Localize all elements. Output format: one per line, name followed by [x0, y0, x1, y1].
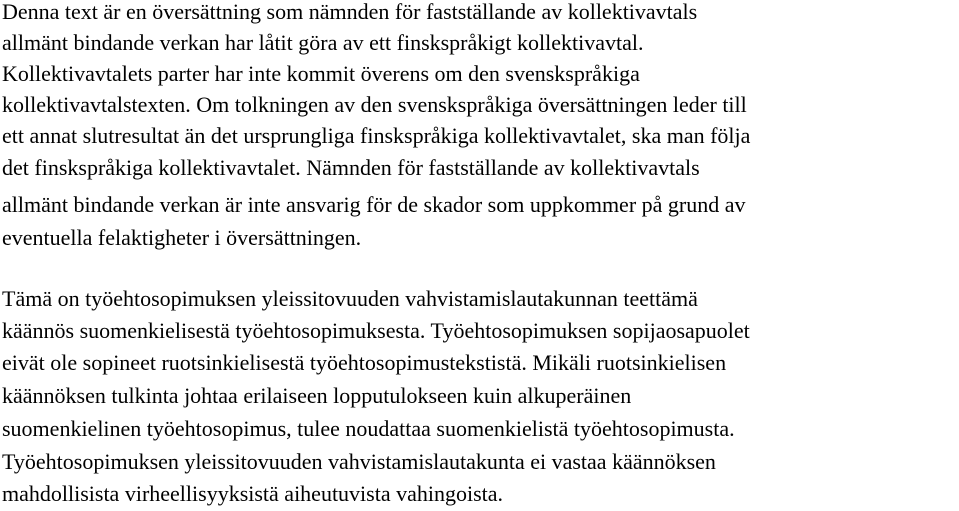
finnish-line: suomenkielinen työehtosopimus, tulee noudattaa suomenkielistä työehtosopimusta. [2, 416, 735, 441]
finnish-line: mahdollisista virheellisyyksistä aiheutuvista vahingoista. [2, 481, 504, 506]
swedish-line: Kollektivavtalets parter har inte kommit överens om den svenskspråkiga [2, 61, 640, 86]
finnish-line: Tämä on työehtosopimuksen yleissitovuuden vahvistamislautakunnan teettämä [2, 286, 698, 311]
finnish-line: käännös suomenkielisestä työehtosopimuksesta. Työehtosopimuksen sopijaosapuolet [2, 318, 750, 343]
swedish-line: det finskspråkiga kollektivavtalet. Nämnden för fastställande av kollektivavtals [2, 155, 700, 180]
swedish-line: ett annat slutresultat än det ursprungliga finskspråkiga kollektivavtalet, ska man följa [2, 123, 751, 148]
finnish-line: käännöksen tulkinta johtaa erilaiseen lopputulokseen kuin alkuperäinen [2, 383, 632, 408]
swedish-line: allmänt bindande verkan är inte ansvarig för de skador som uppkommer på grund av [2, 192, 746, 217]
swedish-line: allmänt bindande verkan har låtit göra av ett finskspråkigt kollektivavtal. [2, 30, 644, 55]
finnish-line: Työehtosopimuksen yleissitovuuden vahvistamislautakunta ei vastaa käännöksen [2, 449, 716, 474]
swedish-line: eventuella felaktigheter i översättningen. [2, 225, 362, 250]
swedish-line: kollektivavtalstexten. Om tolkningen av den svenskspråkiga översättningen leder till [2, 92, 747, 117]
finnish-line: eivät ole sopineet ruotsinkielisestä työehtosopimustekstistä. Mikäli ruotsinkielisen [2, 350, 727, 375]
swedish-line: Denna text är en översättning som nämnden för fastställande av kollektivavtals [2, 0, 698, 24]
